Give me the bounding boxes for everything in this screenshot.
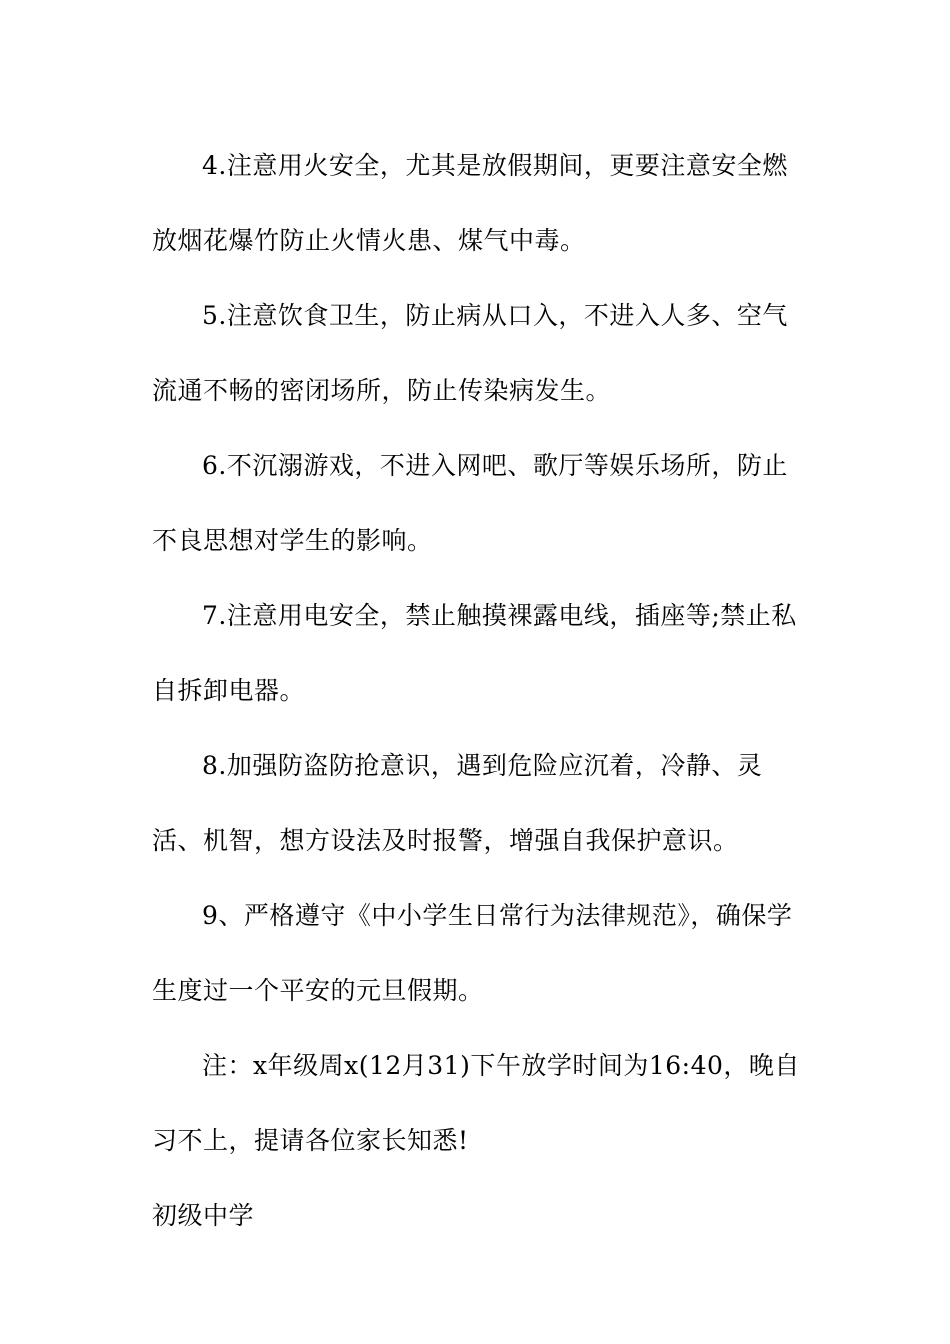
paragraph-code-of-conduct: 9、严格遵守《中小学生日常行为法律规范》，确保学生度过一个平安的元旦假期。 bbox=[152, 901, 793, 1005]
paragraph-fire-safety: 4.注意用火安全，尤其是放假期间，更要注意安全燃放烟花爆竹防止火情火患、煤气中毒。 bbox=[152, 151, 788, 255]
paragraph-games-entertainment: 6.不沉溺游戏，不进入网吧、歌厅等娱乐场所，防止不良思想对学生的影响。 bbox=[152, 451, 788, 555]
paragraph-electrical-safety: 7.注意用电安全，禁止触摸裸露电线，插座等;禁止私自拆卸电器。 bbox=[152, 601, 797, 705]
paragraph-theft-prevention: 8.加强防盗防抢意识，遇到危险应沉着，冷静、灵活、机智，想方设法及时报警，增强自我保护意识。 bbox=[152, 751, 763, 855]
paragraph-food-hygiene: 5.注意饮食卫生，防止病从口入，不进入人多、空气流通不畅的密闭场所，防止传染病发生。 bbox=[152, 301, 788, 405]
signature-school: 初级中学 bbox=[152, 1201, 255, 1230]
paragraph-note: 注：x年级周x(12月31)下午放学时间为16:40，晚自习不上，提请各位家长知悉! bbox=[152, 1051, 800, 1155]
document-body bbox=[152, 128, 808, 1253]
